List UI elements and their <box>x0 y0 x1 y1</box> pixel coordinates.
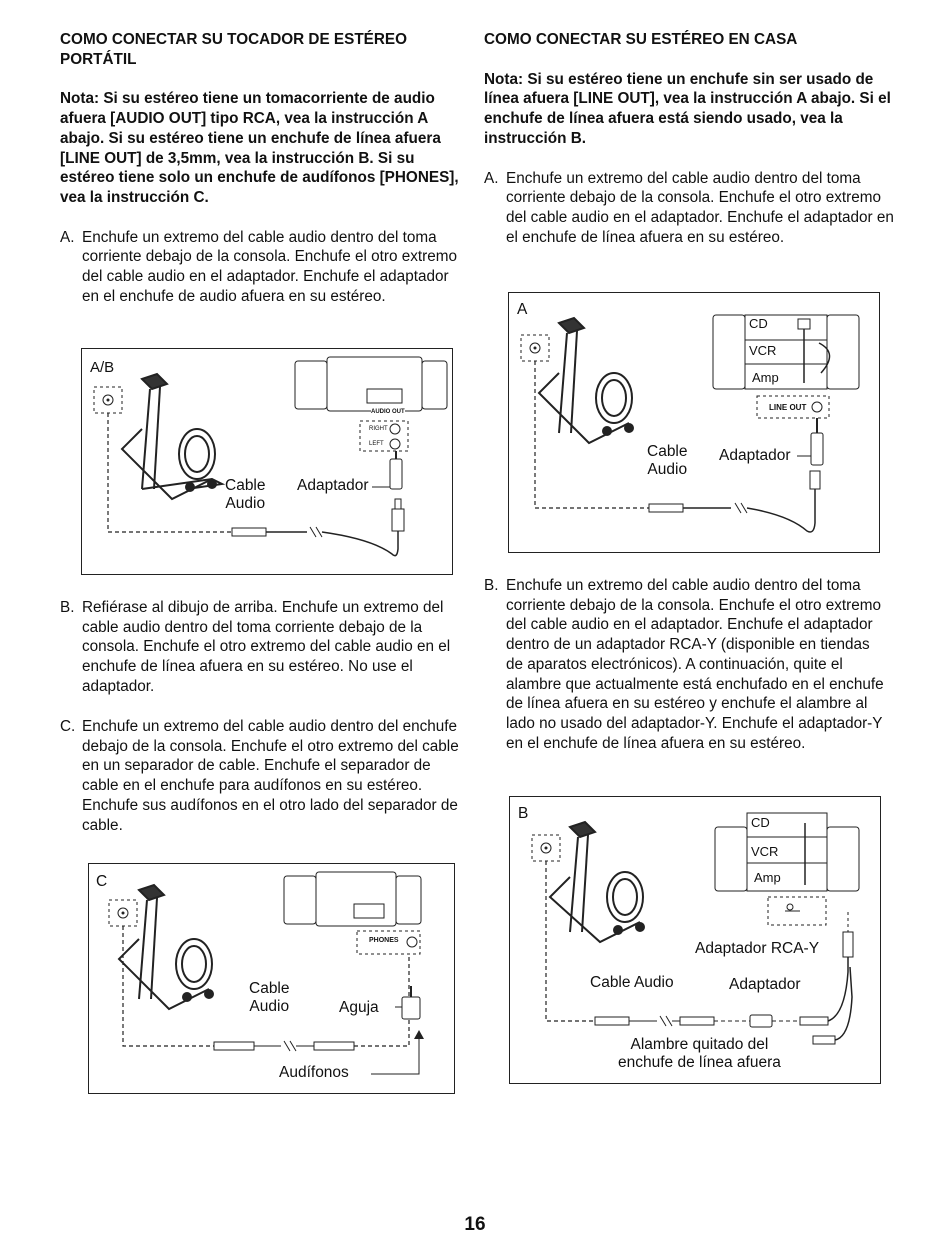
step-text: Enchufe un extremo del cable audio dentro del toma corriente debajo de la consola. Enchufe el otro extremo del cable audio en el adaptador. Enchufe el adaptador en el enchufe de audio afuera en su estéreo. <box>82 228 457 305</box>
figure-label: C <box>96 873 108 890</box>
amp-label: Amp <box>752 370 779 385</box>
cable-audio-label: Cable Audio <box>225 477 266 512</box>
elliptical-icon <box>119 885 213 1009</box>
figure-ab-drawing <box>82 349 454 576</box>
step-letter: B. <box>60 599 75 616</box>
right-channel-label: RIGHT <box>369 426 388 432</box>
adapter-label: Adaptador <box>729 976 801 993</box>
adapter-label: Adaptador <box>297 477 369 494</box>
audio-out-label: AUDIO OUT <box>371 409 405 415</box>
cable-audio-label: Cable Audio <box>590 974 674 991</box>
page-number: 16 <box>464 1214 486 1235</box>
cable-audio-label: Cable Audio <box>249 980 290 1015</box>
step-letter: A. <box>484 169 499 187</box>
right-step-a <box>484 169 894 248</box>
step-letter: A. <box>60 228 75 246</box>
right-step-b <box>484 576 889 753</box>
figure-a-drawing <box>509 293 881 554</box>
step-text: Refiérase al dibujo de arriba. Enchufe un extremo del cable audio dentro del toma corriente debajo de la consola. Enchufe el otro extremo del cable audio en el enchufe de línea afuera en su estéreo. No use el adaptador. <box>82 599 451 695</box>
amp-label: Amp <box>754 870 781 885</box>
left-note: Nota: Si su estéreo tiene un tomacorriente de audio afuera [AUDIO OUT] tipo RCA, vea la instrucción A abajo. Si su estéreo tiene un enchufe de línea afuera [LINE OUT] de 3,5mm, vea la instrucción B. Si su estéreo tiene solo un enchufe de audífonos [PHONES], vea la instrucción C. <box>60 90 459 206</box>
vcr-label: VCR <box>751 844 779 859</box>
figure-b <box>509 796 881 1084</box>
left-step-a <box>60 228 462 307</box>
left-heading: COMO CONECTAR SU TOCADOR DE ESTÉREO PORTÁTIL <box>60 31 408 68</box>
step-letter: B. <box>484 577 499 594</box>
left-channel-label: LEFT <box>369 441 384 447</box>
phones-label: PHONES <box>369 937 399 944</box>
figure-a <box>508 292 880 553</box>
elliptical-icon <box>122 374 222 499</box>
removed-wire-label: Alambre quitado del enchufe de línea afuera <box>618 1036 781 1071</box>
needle-label: Aguja <box>339 999 379 1016</box>
cd-label: CD <box>751 815 770 830</box>
right-heading: COMO CONECTAR SU ESTÉREO EN CASA <box>484 31 798 48</box>
elliptical-icon <box>550 822 644 942</box>
step-letter: C. <box>60 718 76 735</box>
line-out-label: LINE OUT <box>769 403 807 412</box>
rca-y-adapter-label: Adaptador RCA-Y <box>695 940 820 957</box>
left-column <box>60 30 462 306</box>
cable-audio-label: Cable Audio <box>647 443 688 478</box>
right-note: Nota: Si su estéreo tiene un enchufe sin ser usado de línea afuera [LINE OUT], vea la instrucción A abajo. Si el enchufe de línea afuera está siendo usado, vea la instrucción B. <box>484 70 891 147</box>
figure-label: B <box>518 805 529 822</box>
vcr-label: VCR <box>749 343 777 358</box>
elliptical-icon <box>539 318 633 443</box>
cd-label: CD <box>749 316 768 331</box>
step-text: Enchufe un extremo del cable audio dentro del toma corriente debajo de la consola. Enchufe el otro extremo del cable audio en el adaptador. Enchufe el adaptador dentro de un adaptador RCA-Y (disponible en tiendas de aparatos electrónicos). A continuación, quite el alambre que actualmente está enchufado en el enchufe de línea afuera en su estéreo y enchufe el alambre al lado no usado del adaptador-Y. Enchufe el adaptador-Y en el enchufe de línea afuera en su estéreo. <box>506 577 884 752</box>
step-text: Enchufe un extremo del cable audio dentro del toma corriente debajo de la consola. Enchufe el otro extremo del cable audio en el adaptador. Enchufe el adaptador en el enchufe de línea afuera en su estéreo. <box>506 169 894 246</box>
right-column <box>484 30 894 247</box>
figure-ab <box>81 348 453 575</box>
figure-label: A/B <box>90 359 115 376</box>
left-step-c <box>60 717 462 835</box>
adapter-label: Adaptador <box>719 447 791 464</box>
left-step-b <box>60 598 462 697</box>
headphones-label: Audífonos <box>279 1064 349 1081</box>
figure-label: A <box>517 301 528 318</box>
step-text: Enchufe un extremo del cable audio dentro del enchufe debajo de la consola. Enchufe el otro extremo del cable en un separador de cable. Enchufe el separador de cable en el enchufe para audífonos en su estéreo. Enchufe sus audífonos en el otro lado del separador de cable. <box>82 718 459 834</box>
figure-c <box>88 863 455 1094</box>
